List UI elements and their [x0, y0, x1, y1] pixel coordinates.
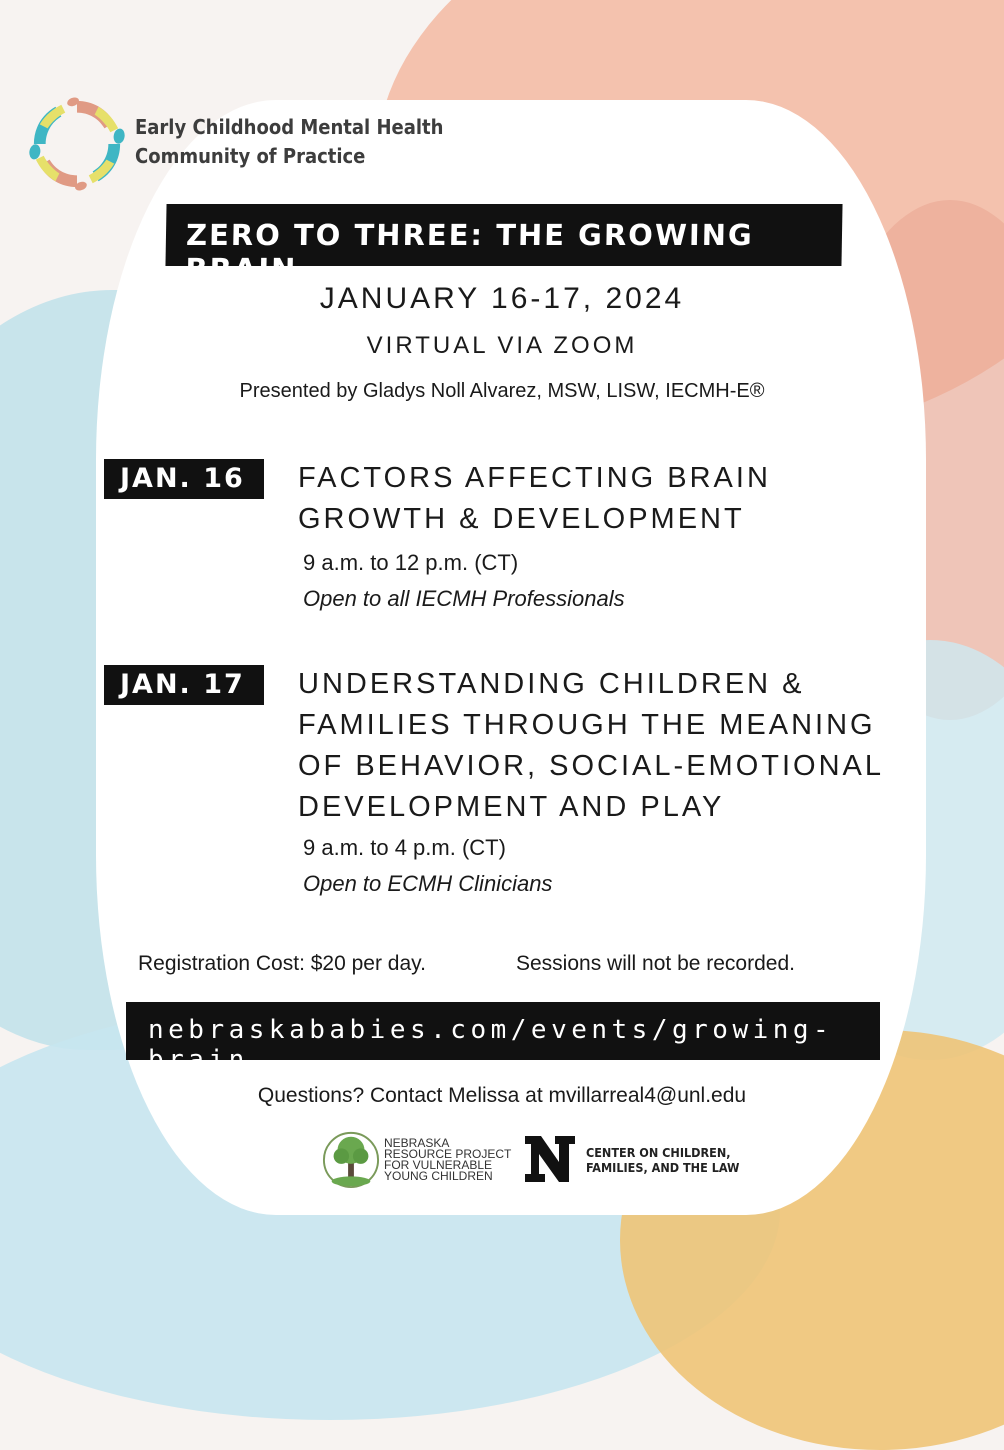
session-1-day-badge: JAN. 16: [104, 459, 264, 499]
nebraska-n-logo-icon: [523, 1132, 577, 1186]
event-dates: JANUARY 16-17, 2024: [319, 282, 685, 315]
session-1-title-line-2: GROWTH & DEVELOPMENT: [298, 503, 745, 535]
recording-note: Sessions will not be recorded.: [516, 952, 795, 975]
nrp-line-4: YOUNG CHILDREN: [384, 1169, 493, 1183]
session-1-time: 9 a.m. to 12 p.m. (CT): [303, 550, 519, 575]
nrp-line-3: FOR VULNERABLE: [384, 1158, 493, 1172]
event-format: VIRTUAL VIA ZOOM: [366, 332, 638, 359]
registration-cost: Registration Cost: $20 per day.: [138, 952, 426, 975]
organization-line-1: Early Childhood Mental Health: [135, 115, 444, 139]
hands-circle-icon: [28, 95, 126, 193]
registration-url-link[interactable]: nebraskababies.com/events/growing-brain: [148, 1015, 834, 1075]
ccfl-line-1: CENTER ON CHILDREN,: [586, 1145, 731, 1160]
session-1-audience: Open to all IECMH Professionals: [303, 586, 625, 611]
session-2-title-line-1: UNDERSTANDING CHILDREN &: [298, 668, 805, 700]
session-1-title-line-1: FACTORS AFFECTING BRAIN: [298, 462, 771, 494]
contact-info: Questions? Contact Melissa at mvillarreal4@unl.edu: [257, 1084, 747, 1107]
event-title: ZERO TO THREE: THE GROWING BRAIN: [185, 218, 755, 286]
session-2-title-line-2: FAMILIES THROUGH THE MEANING: [298, 709, 876, 741]
nrp-name: [384, 1138, 511, 1182]
registration-url-banner[interactable]: [126, 1002, 880, 1075]
ccfl-line-2: FAMILIES, AND THE LAW: [586, 1160, 740, 1175]
tree-logo-icon: [322, 1125, 380, 1193]
session-2-audience: Open to ECMH Clinicians: [303, 871, 553, 896]
session-2-day-badge: JAN. 17: [104, 665, 264, 705]
presenter: Presented by Gladys Noll Alvarez, MSW, LISW, IECMH-E®: [239, 380, 765, 402]
session-2-time: 9 a.m. to 4 p.m. (CT): [303, 835, 506, 860]
organization-line-2: Community of Practice: [135, 144, 366, 168]
session-1-title: [298, 458, 771, 540]
ccfl-name: [586, 1145, 739, 1175]
organization-name: [135, 113, 443, 171]
nrp-line-2: RESOURCE PROJECT: [384, 1147, 512, 1161]
nrp-line-1: NEBRASKA: [384, 1136, 450, 1150]
session-2-title: [298, 664, 884, 828]
session-2-title-line-4: DEVELOPMENT AND PLAY: [298, 791, 725, 823]
session-2-title-line-3: OF BEHAVIOR, SOCIAL-EMOTIONAL: [298, 750, 884, 782]
event-title-banner: [165, 204, 842, 286]
